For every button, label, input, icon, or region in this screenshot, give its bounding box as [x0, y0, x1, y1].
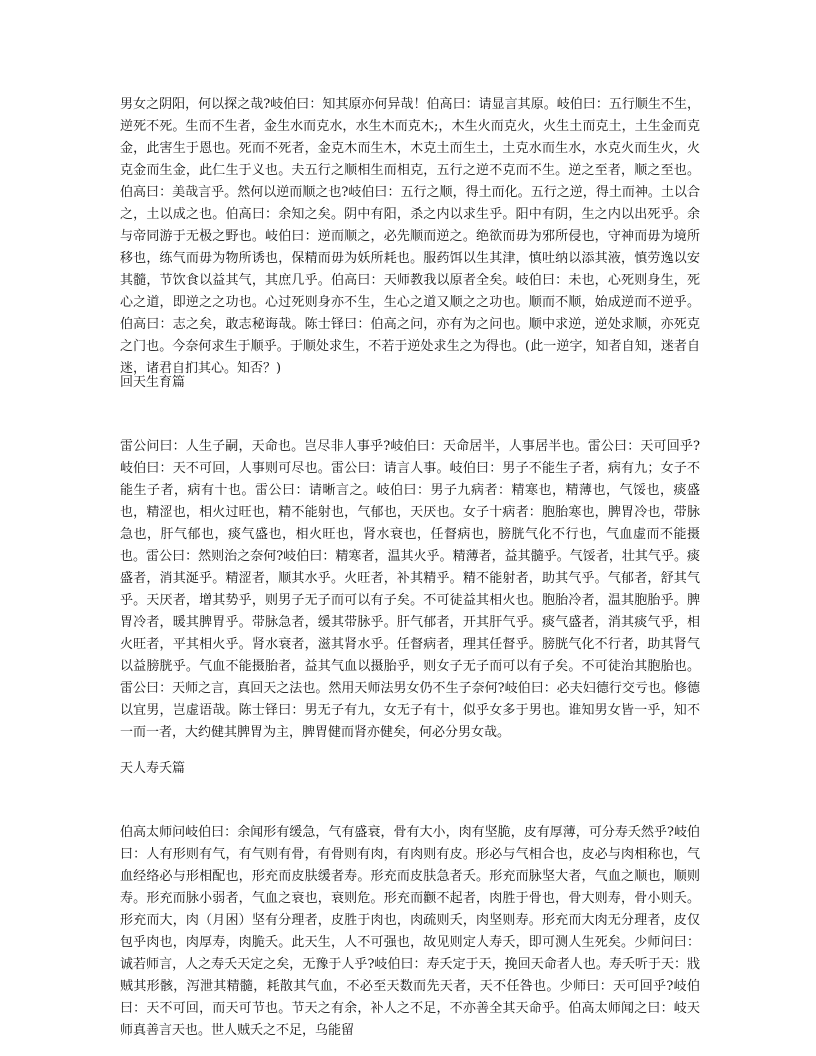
paragraph-longevity: 伯高太师问岐伯曰：余闻形有缓急，气有盛衰，骨有大小，肉有坚脆，皮有厚薄，可分寿夭然乎?岐伯曰：人有形则有气，有气则有骨，有骨则有肉，有肉则有皮。形必与气相合也，皮必与肉相称也，气血经络必与形相配也，形充而皮肤缓者寿。形充而皮肤急者夭。形充而脉坚大者，气血之顺也，顺则寿。形充而脉小弱者，气血之衰也，衰则危。形充而颧不起者，肉胜于骨也，骨大则寿，骨小则夭。形充而大，肉（月困）坚有分理者，皮胜于肉也，肉疏则夭，肉坚则寿。形充而大肉无分理者，皮仅包乎肉也，肉厚寿，肉脆夭。此天生，人不可强也，故见则定人寿夭，即可测人生死矣。少师问曰：诚若师言，人之寿夭天定之矣，无豫于人乎?岐伯曰：寿夭定于天，挽回天命者人也。寿夭听于天：戕贼其形骸，泻泄其精髓，耗散其气血，不必至天数而先天者，天不任咎也。少师曰：天可回乎?岐伯曰：天不可回，而天可节也。节天之有余，补人之不足，不亦善全其天命乎。伯高太师闻之曰：岐天师真善言天也。世人贼夭之不足，乌能留 — [120, 825, 700, 1038]
paragraph-yin-yang-five-elements: 男女之阴阳，何以探之哉?岐伯曰：知其原亦何异哉！伯高曰：请显言其原。岐伯曰：五行顺生不生，逆死不死。生而不生者，金生水而克水，水生木而克木;，木生火而克火，火生土而克土，土生金而克金，此害生于恩也。死而不死者，金克木而生木，木克土而生土，土克水而生水，水克火而生火，火克金而生金，此仁生于义也。夫五行之顺相生而相克，五行之逆不克而不生。逆之至者，顺之至也。伯高曰：美哉言乎。然何以逆而顺之也?岐伯曰：五行之顺，得土而化。五行之逆，得土而神。土以合之，土以成之也。伯高曰：余知之矣。阴中有阳，杀之内以求生乎。阳中有阴，生之内以出死乎。余与帝同游于无极之野也。岐伯曰：逆而顺之，必先顺而逆之。绝欲而毋为邪所侵也，守神而毋为境所移也，练气而毋为物所诱也，保精而毋为妖所耗也。服药饵以生其津，慎吐纳以添其液，慎劳逸以安其髓，节饮食以益其气，其庶几乎。伯高曰：天师教我以原者全矣。岐伯曰：未也，心死则身生，死心之道，即逆之之功也。心过死则身亦不生，生心之道又顺之之功也。顺而不顺，始成逆而不逆乎。伯高曰：志之矣，敢志秘诲哉。陈士铎曰：伯高之问，亦有为之问也。顺中求逆，逆处求顺，亦死克之门也。今奈何求生于顺乎。于顺处求生，不若于逆处求生之为得也。(此一逆字，知者自知，迷者自迷，诸君自扪其心。知否？) — [120, 97, 700, 376]
section-heading-tianren-shouyao: 天人寿夭篇 — [120, 761, 186, 776]
section-heading-huitian-shengyu: 回天生育篇 — [120, 375, 186, 390]
document-page — [120, 94, 700, 1042]
paragraph-offspring: 雷公问曰：人生子嗣，天命也。岂尽非人事乎?岐伯曰：天命居半，人事居半也。雷公曰：天可回乎?岐伯曰：天不可回，人事则可尽也。雷公曰：请言人事。岐伯曰：男子不能生子者，病有九；女子不能生子者，病有十也。雷公曰：请晰言之。岐伯曰：男子九病者：精寒也，精薄也，气馁也，痰盛也，精涩也，相火过旺也，精不能射也，气郁也，天厌也。女子十病者：胞胎寒也，脾胃冷也，带脉急也，肝气郁也，痰气盛也，相火旺也，肾水衰也，任督病也，膀胱气化不行也，气血虚而不能摄也。雷公曰：然则治之奈何?岐伯曰：精寒者，温其火乎。精薄者，益其髓乎。气馁者，壮其气乎。痰盛者，消其涎乎。精涩者，顺其水乎。火旺者，补其精乎。精不能射者，助其气乎。气郁者，舒其气乎。天厌者，增其势乎，则男子无子而可以有子矣。不可徒益其相火也。胞胎冷者，温其胞胎乎。脾胃冷者，暖其脾胃乎。带脉急者，缓其带脉乎。肝气郁者，开其肝气乎。痰气盛者，消其痰气乎，相火旺者，平其相火乎。肾水衰者，滋其肾水乎。任督病者，理其任督乎。膀胱气化不行者，助其肾气以益膀胱乎。气血不能摄胎者，益其气血以摄胎乎，则女子无子而可以有子矣。不可徒治其胞胎也。雷公曰：天师之言，真回天之法也。然用天师法男女仍不生子奈何?岐伯曰：必夫妇德行交亏也。修德以宜男，岂虚语哉。陈士铎曰：男无子有九，女无子有十，似乎女多于男也。谁知男女皆一乎，知不一而一者，大约健其脾胃为主，脾胃健而肾亦健矣，何必分男女哉。 — [120, 439, 700, 740]
